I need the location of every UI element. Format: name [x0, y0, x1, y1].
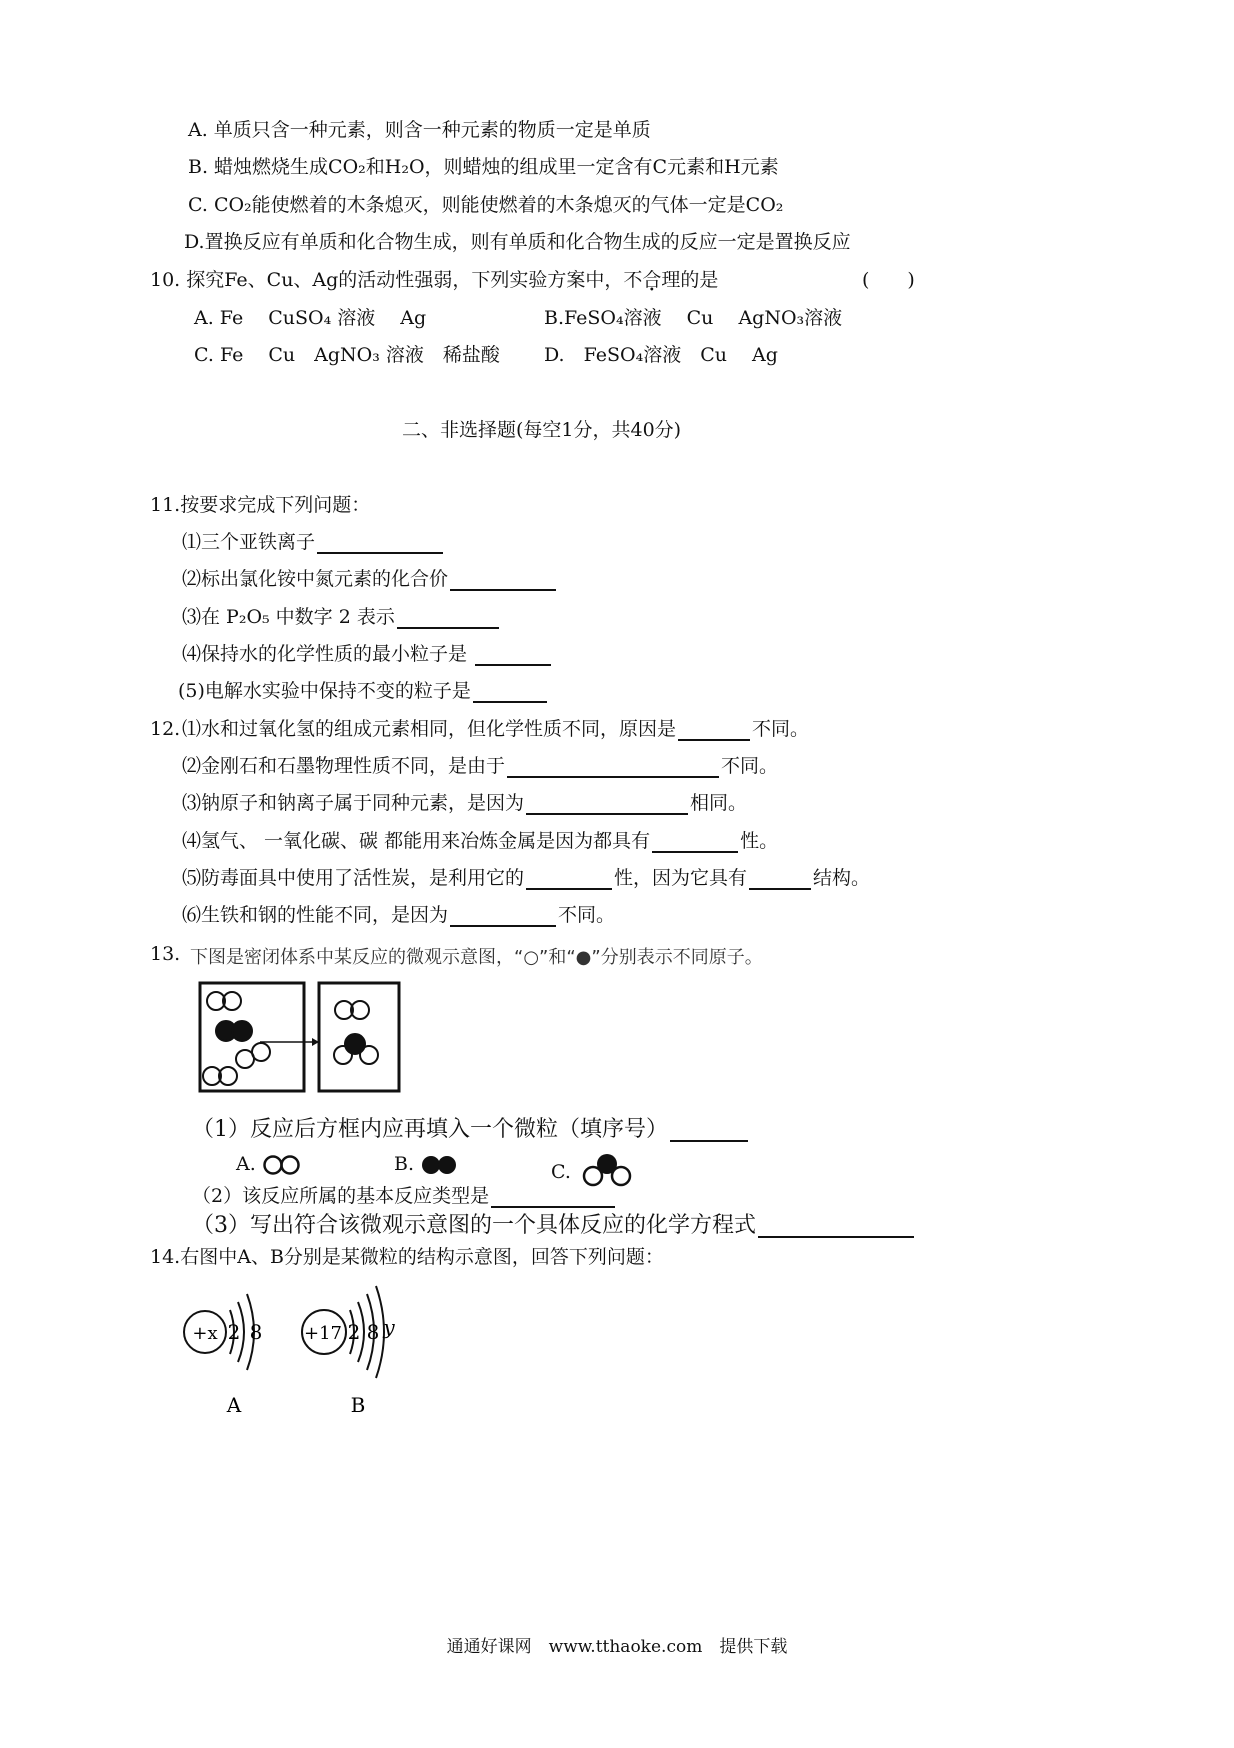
answer-blank[interactable]: [678, 719, 750, 741]
molecule-c-icon: [577, 1152, 639, 1188]
atom-b-label: B: [350, 1393, 366, 1417]
answer-blank[interactable]: [450, 569, 556, 591]
answer-blank[interactable]: [473, 681, 547, 703]
q14-stem: 14.右图中A、B分别是某微粒的结构示意图，回答下列问题：: [150, 1246, 664, 1268]
answer-blank[interactable]: [749, 868, 811, 890]
atom-b-shell-1: 2: [347, 1320, 361, 1344]
q9-option-b: B. 蜡烛燃烧生成CO₂和H₂O，则蜡烛的组成里一定含有C元素和H元素: [188, 156, 779, 178]
q11-item-2: ⑵标出氯化铵中氮元素的化合价: [182, 567, 558, 591]
q10-number: 10.: [150, 269, 181, 291]
q11-item-3: ⑶在 P₂O₅ 中数字 2 表示: [182, 605, 501, 629]
q12-item-6: ⑹生铁和钢的性能不同，是因为 不同。: [182, 904, 616, 926]
q9-option-a: A. 单质只含一种元素，则含一种元素的物质一定是单质: [188, 119, 651, 141]
atom-structure-diagram: [178, 1282, 418, 1422]
molecule-b-icon: [420, 1154, 460, 1176]
atom-a-shell-1: 2: [227, 1320, 241, 1344]
q9-option-d: D.置换反应有单质和化合物生成，则有单质和化合物生成的反应一定是置换反应: [184, 231, 851, 253]
q13-number: 13.: [150, 943, 181, 965]
q13-sub1: （1）反应后方框内应再填入一个微粒（填序号）: [192, 1118, 750, 1142]
q11-item-4: ⑷保持水的化学性质的最小粒子是: [182, 642, 553, 666]
q12-number: 12.: [150, 718, 181, 740]
atom-b-nucleus-label: +17: [304, 1323, 342, 1344]
page-footer: 通通好课网 www.tthaoke.com 提供下载: [446, 1637, 788, 1657]
atom-a-label: A: [226, 1393, 242, 1417]
answer-blank[interactable]: [526, 868, 612, 890]
answer-blank[interactable]: [475, 644, 551, 666]
q12-item-4: ⑷氢气、 一氧化碳、碳 都能用来冶炼金属是因为都具有 性。: [182, 830, 779, 852]
q10-option-d: D. FeSO₄溶液 Cu Ag: [544, 344, 778, 366]
answer-blank[interactable]: [450, 905, 556, 927]
q10-option-b: B.FeSO₄溶液 Cu AgNO₃溶液: [544, 307, 843, 329]
q10-answer-paren: ( ): [862, 269, 915, 291]
q10-option-c: C. Fe Cu AgNO₃ 溶液 稀盐酸: [194, 344, 500, 366]
answer-blank[interactable]: [670, 1120, 748, 1142]
answer-blank[interactable]: [507, 756, 719, 778]
q11-item-1: ⑴三个亚铁离子: [182, 530, 445, 554]
q10-emphasis: 不合理: [623, 269, 681, 291]
answer-blank[interactable]: [652, 831, 738, 853]
q13-choice-c: C.: [551, 1152, 639, 1188]
answer-blank[interactable]: [397, 607, 499, 629]
answer-blank[interactable]: [526, 793, 688, 815]
q12-item-1: ⑴水和过氧化氢的组成元素相同，但化学性质不同，原因是 不同。: [182, 718, 810, 740]
q10-stem-after: 的是: [680, 269, 719, 291]
q10-option-a: A. Fe CuSO₄ 溶液 Ag: [194, 307, 427, 329]
atom-a-shell-2: 8: [249, 1320, 263, 1344]
before-box: [200, 983, 304, 1091]
q10-stem: [150, 268, 718, 292]
reaction-diagram: [198, 980, 408, 1095]
q13-choice-b: B.: [394, 1152, 460, 1176]
q13-stem: 下图是密闭体系中某反应的微观示意图，“○”和“●”分别表示不同原子。: [190, 947, 763, 968]
q12-item-3: ⑶钠原子和钠离子属于同种元素，是因为 相同。: [182, 792, 748, 814]
q9-option-c: C. CO₂能使燃着的木条熄灭，则能使燃着的木条熄灭的气体一定是CO₂: [188, 194, 784, 216]
q12-item-5: ⑸防毒面具中使用了活性炭，是利用它的 性，因为它具有 结构。: [182, 867, 871, 889]
answer-blank[interactable]: [491, 1186, 615, 1208]
atom-a-nucleus-label: +x: [192, 1323, 218, 1344]
section-title: 二、非选择题(每空1分，共40分): [402, 419, 682, 441]
q12-item-2: ⑵金刚石和石墨物理性质不同，是由于 不同。: [182, 755, 779, 777]
molecule-a-icon: [262, 1154, 302, 1176]
atom-b-shell-2: 8: [366, 1320, 380, 1344]
q11-item-5: (5)电解水实验中保持不变的粒子是: [178, 679, 549, 703]
q10-stem-before: 探究Fe、Cu、Ag的活动性强弱，下列实验方案中，: [186, 269, 624, 291]
atom-b-shell-3: y: [383, 1315, 395, 1339]
q13-choice-a: A.: [236, 1152, 302, 1176]
answer-blank[interactable]: [758, 1216, 914, 1238]
q13-sub3: （3）写出符合该微观示意图的一个具体反应的化学方程式: [192, 1214, 916, 1238]
answer-blank[interactable]: [317, 532, 443, 554]
q13-sub2: （2）该反应所属的基本反应类型是: [192, 1184, 617, 1208]
q11-stem: 11.按要求完成下列问题：: [150, 494, 371, 516]
